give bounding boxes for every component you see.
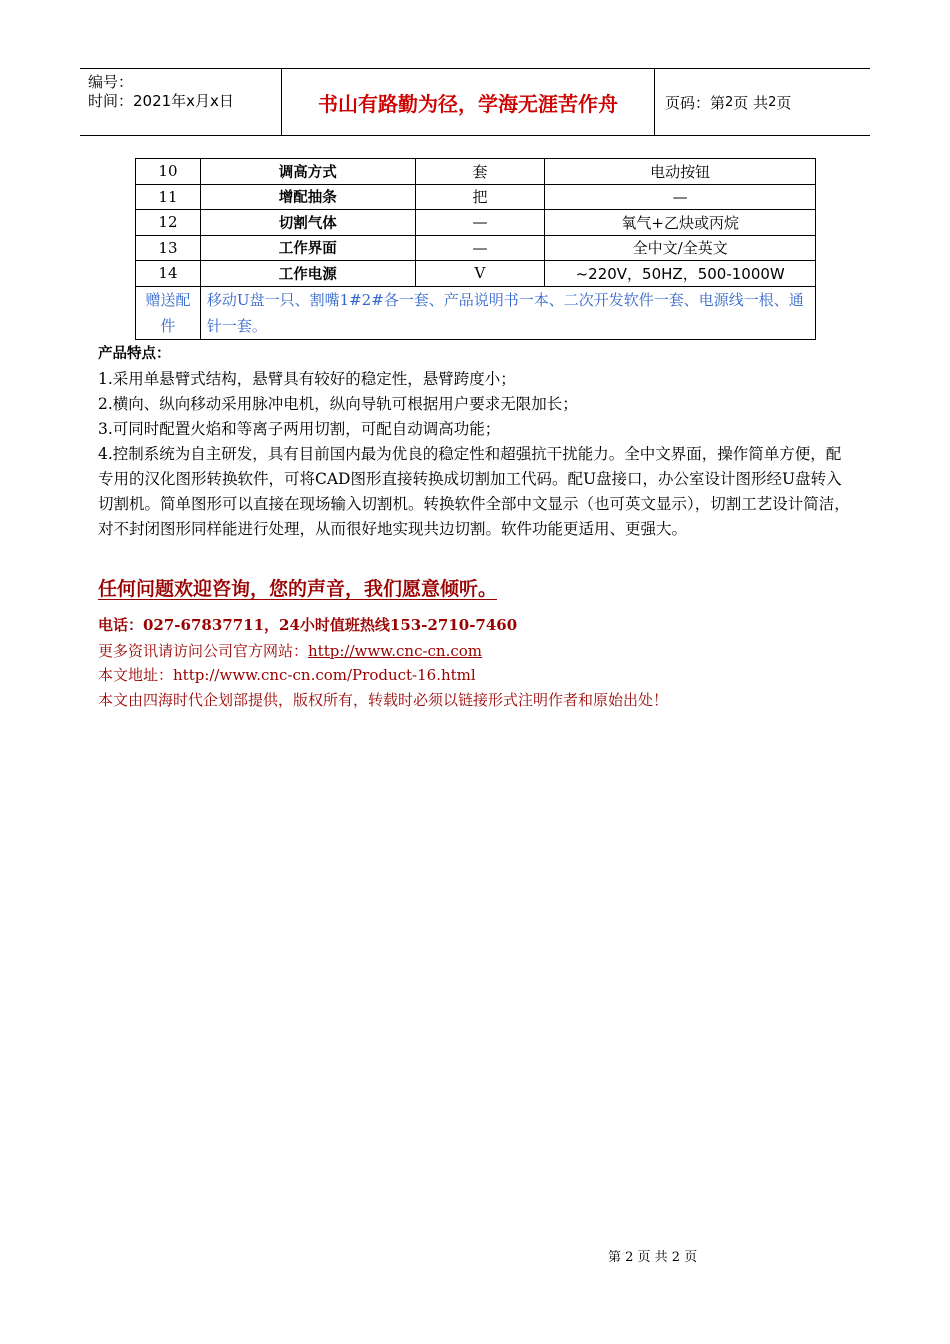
website-prefix: 更多资讯请访问公司官方网站： bbox=[98, 642, 309, 660]
feature-item: 3.可同时配置火焰和等离子两用切割，可配自动调高功能； bbox=[98, 420, 501, 438]
row-value: — bbox=[545, 184, 816, 210]
row-number: 11 bbox=[136, 184, 201, 210]
row-unit: 把 bbox=[415, 184, 545, 210]
contact-slogan: 任何问题欢迎咨询，您的声音，我们愿意倾听。 bbox=[98, 578, 498, 600]
article-address: 本文地址：http://www.cnc-cn.com/Product-16.html bbox=[98, 666, 476, 684]
row-name: 调高方式 bbox=[200, 159, 415, 185]
gift-label: 赠送配件 bbox=[136, 286, 201, 339]
page-suffix: 页 bbox=[776, 93, 792, 112]
website-link[interactable]: http://www.cnc-cn.com bbox=[308, 642, 483, 660]
table-row bbox=[136, 261, 816, 287]
row-unit: 套 bbox=[415, 159, 545, 185]
contact-phone: 电话：027-67837711，24小时值班热线153-2710-7460 bbox=[98, 616, 518, 634]
page-current: 2 bbox=[725, 94, 734, 110]
row-number: 13 bbox=[136, 235, 201, 261]
table-row-gift bbox=[136, 286, 816, 339]
row-number: 12 bbox=[136, 210, 201, 236]
row-number: 14 bbox=[136, 261, 201, 287]
row-name: 增配抽条 bbox=[200, 184, 415, 210]
header-meta bbox=[80, 69, 282, 135]
features-heading: 产品特点： bbox=[98, 346, 171, 362]
row-unit: — bbox=[415, 210, 545, 236]
document-time: 时间：2021年x月x日 bbox=[88, 92, 234, 110]
row-name: 工作界面 bbox=[200, 235, 415, 261]
feature-item: 1.采用单悬臂式结构，悬臂具有较好的稳定性，悬臂跨度小； bbox=[98, 370, 516, 388]
feature-item: 4.控制系统为自主研发，具有目前国内最为优良的稳定性和超强抗干扰能力。全中文界面，操作简单方便，配专用的汉化图形转换软件，可将CAD图形直接转换成切割加工代码。配U盘接口，办公室设计图形经U盘转入切割机。简单图形可以直接在现场输入切割机。转换软件全部中文显示（也可英文显示），切割工艺设计简洁，对不封闭图形同样能进行处理，从而很好地实现共边切割。软件功能更适用、更强大。 bbox=[98, 445, 850, 538]
features-section bbox=[98, 342, 850, 542]
header-page-info bbox=[655, 69, 870, 135]
table-row bbox=[136, 159, 816, 185]
table-row bbox=[136, 235, 816, 261]
row-unit: — bbox=[415, 235, 545, 261]
row-value: ~220V，50HZ，500-1000W bbox=[545, 261, 816, 287]
page-prefix: 页码：第 bbox=[665, 93, 726, 112]
row-number: 10 bbox=[136, 159, 201, 185]
row-name: 工作电源 bbox=[200, 261, 415, 287]
page-footer: 第 2 页 共 2 页 bbox=[608, 1250, 698, 1265]
row-name: 切割气体 bbox=[200, 210, 415, 236]
spec-table bbox=[135, 158, 816, 340]
row-value: 电动按钮 bbox=[545, 159, 816, 185]
table-row bbox=[136, 210, 816, 236]
website-line bbox=[98, 640, 482, 661]
header-motto: 书山有路勤为径，学海无涯苦作舟 bbox=[282, 69, 655, 135]
page-header bbox=[80, 68, 870, 136]
page-mid: 页 共 bbox=[733, 93, 769, 112]
document-number-label: 编号： bbox=[88, 73, 134, 91]
page-total: 2 bbox=[768, 94, 777, 110]
row-value: 氧气+乙炔或丙烷 bbox=[545, 210, 816, 236]
copyright-notice: 本文由四海时代企划部提供，版权所有，转载时必须以链接形式注明作者和原始出处！ bbox=[98, 691, 669, 709]
table-row bbox=[136, 184, 816, 210]
row-value: 全中文/全英文 bbox=[545, 235, 816, 261]
feature-item: 2.横向、纵向移动采用脉冲电机，纵向导轨可根据用户要求无限加长； bbox=[98, 395, 578, 413]
gift-text: 移动U盘一只、割嘴1#2#各一套、产品说明书一本、二次开发软件一套、电源线一根、通针一套。 bbox=[200, 286, 815, 339]
row-unit: V bbox=[415, 261, 545, 287]
